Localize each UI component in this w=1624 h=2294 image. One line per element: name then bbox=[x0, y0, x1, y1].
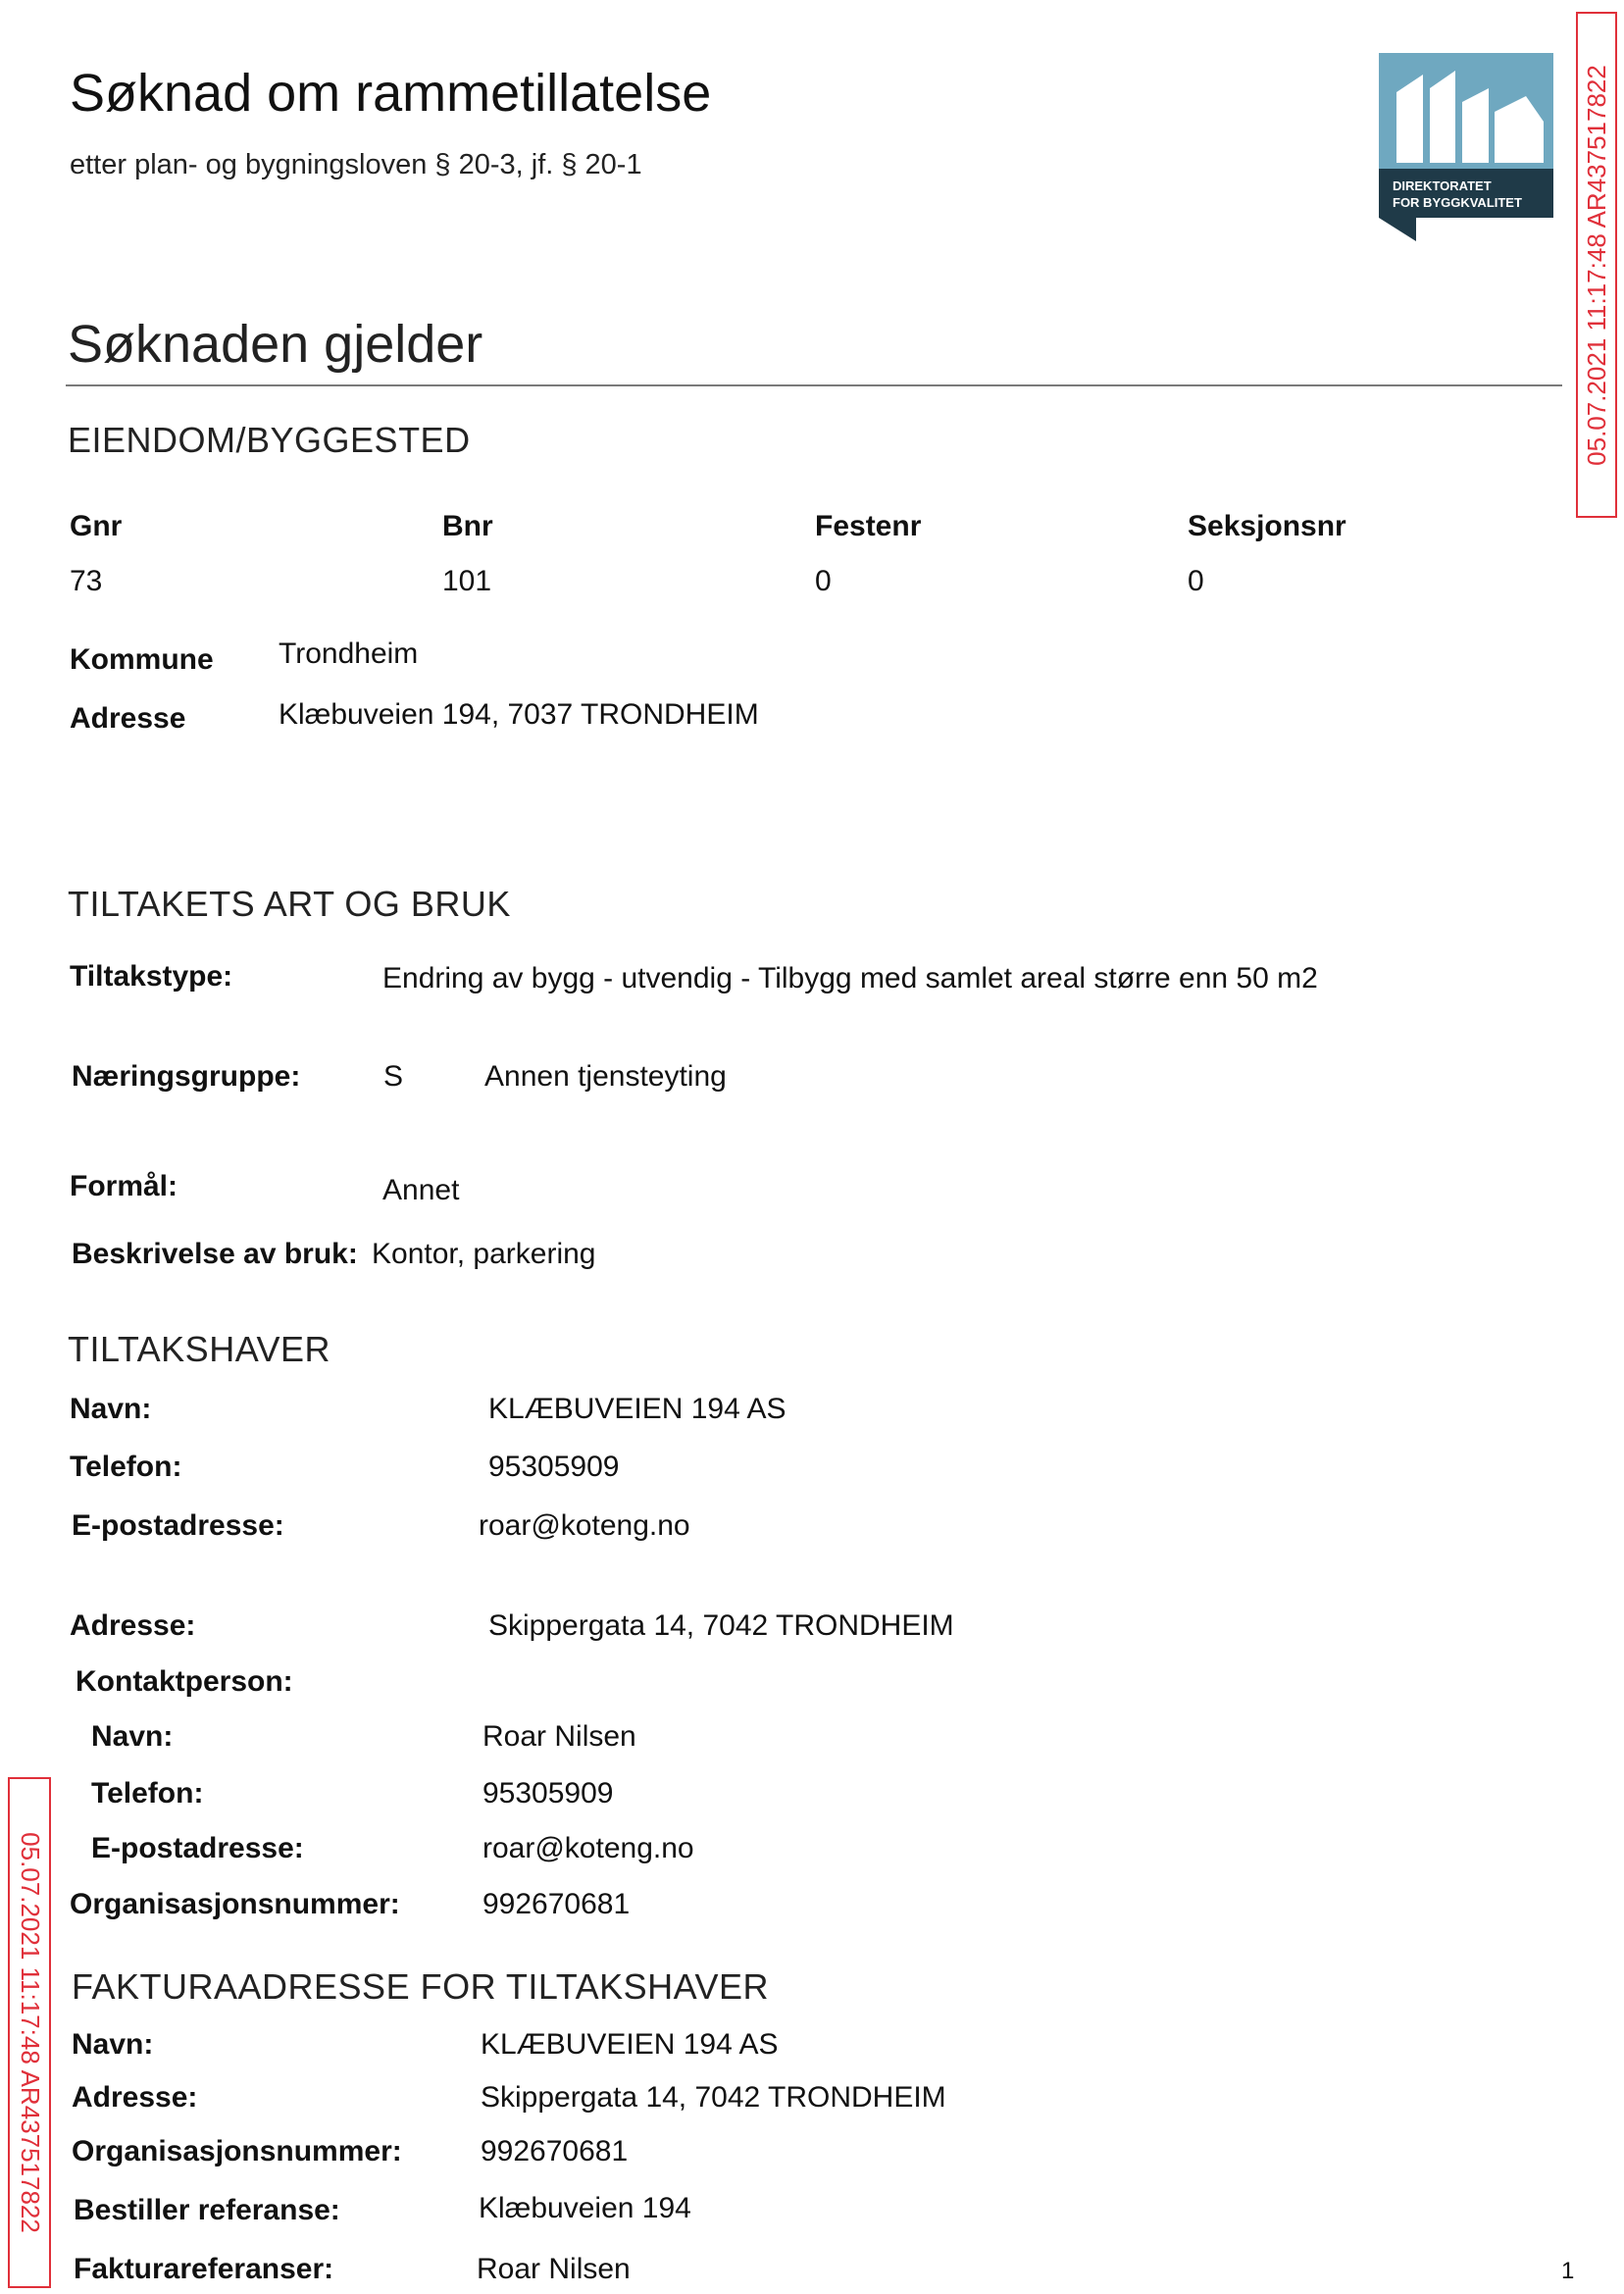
faktura-orgnr-value: 992670681 bbox=[481, 2135, 629, 2167]
kontakt-navn-value: Roar Nilsen bbox=[482, 1720, 636, 1753]
formal-label: Formål: bbox=[70, 1170, 178, 1202]
naeringsgruppe-label: Næringsgruppe: bbox=[72, 1060, 301, 1093]
kontakt-navn-label: Navn: bbox=[91, 1720, 174, 1753]
logo-text-1: DIREKTORATET bbox=[1393, 178, 1492, 193]
tiltakshaver-navn-label: Navn: bbox=[70, 1393, 152, 1425]
kommune-label: Kommune bbox=[70, 643, 214, 676]
seksjonsnr-label: Seksjonsnr bbox=[1188, 510, 1346, 542]
faktura-navn-value: KLÆBUVEIEN 194 AS bbox=[481, 2028, 779, 2061]
formal-value: Annet bbox=[382, 1174, 460, 1206]
gnr-label: Gnr bbox=[70, 510, 123, 542]
section-divider bbox=[66, 384, 1562, 386]
timestamp-stamp-left bbox=[8, 1777, 51, 2288]
stamp-text: 05.07.2021 11:17:48 AR437517822 bbox=[1581, 64, 1611, 466]
faktura-navn-label: Navn: bbox=[72, 2028, 154, 2061]
naeringsgruppe-value: Annen tjensteyting bbox=[484, 1060, 727, 1093]
faktura-adresse-label: Adresse: bbox=[72, 2081, 198, 2114]
orgnr-value: 992670681 bbox=[482, 1888, 631, 1920]
kommune-value: Trondheim bbox=[279, 637, 419, 670]
section-title: Søknaden gjelder bbox=[68, 315, 483, 374]
tiltakstype-value: Endring av bygg - utvendig - Tilbygg med samlet areal større enn 50 m2 bbox=[382, 962, 1318, 994]
festenr-label: Festenr bbox=[815, 510, 922, 542]
tiltakshaver-adresse-label: Adresse: bbox=[70, 1609, 196, 1642]
fakturareferanser-value: Roar Nilsen bbox=[477, 2253, 631, 2285]
orgnr-label: Organisasjonsnummer: bbox=[70, 1888, 400, 1920]
bnr-label: Bnr bbox=[442, 510, 493, 542]
tiltakshaver-epost-value: roar@koteng.no bbox=[479, 1509, 690, 1542]
faktura-heading: FAKTURAADRESSE FOR TILTAKSHAVER bbox=[72, 1966, 769, 2007]
gnr-value: 73 bbox=[70, 565, 103, 597]
eiendom-heading: EIENDOM/BYGGESTED bbox=[68, 420, 471, 460]
faktura-adresse-value: Skippergata 14, 7042 TRONDHEIM bbox=[481, 2081, 946, 2114]
adresse-label: Adresse bbox=[70, 702, 186, 735]
dibk-logo bbox=[1379, 53, 1553, 241]
tiltakshaver-adresse-value: Skippergata 14, 7042 TRONDHEIM bbox=[488, 1609, 954, 1642]
tiltakshaver-navn-value: KLÆBUVEIEN 194 AS bbox=[488, 1393, 787, 1425]
faktura-orgnr-label: Organisasjonsnummer: bbox=[72, 2135, 402, 2167]
bnr-value: 101 bbox=[442, 565, 492, 597]
tiltakstype-label: Tiltakstype: bbox=[70, 960, 233, 993]
kontaktperson-label: Kontaktperson: bbox=[76, 1665, 293, 1698]
page-title: Søknad om rammetillatelse bbox=[70, 64, 712, 123]
tiltakshaver-telefon-label: Telefon: bbox=[70, 1451, 182, 1483]
bruk-label: Beskrivelse av bruk: bbox=[72, 1238, 358, 1270]
stamp-text: 05.07.2021 11:17:48 AR437517822 bbox=[15, 1832, 45, 2233]
logo-text-2: FOR BYGGKVALITET bbox=[1393, 195, 1522, 210]
seksjonsnr-value: 0 bbox=[1188, 565, 1204, 597]
tiltak-heading: TILTAKETS ART OG BRUK bbox=[68, 884, 511, 924]
naeringsgruppe-code: S bbox=[383, 1060, 404, 1093]
kontakt-telefon-value: 95305909 bbox=[482, 1777, 614, 1810]
bestiller-referanse-value: Klæbuveien 194 bbox=[479, 2192, 691, 2224]
bestiller-referanse-label: Bestiller referanse: bbox=[74, 2194, 340, 2226]
tiltakshaver-telefon-value: 95305909 bbox=[488, 1451, 620, 1483]
kontakt-epost-label: E-postadresse: bbox=[91, 1832, 304, 1864]
fakturareferanser-label: Fakturareferanser: bbox=[74, 2253, 334, 2285]
page-number: 1 bbox=[1561, 2258, 1575, 2284]
tiltakshaver-epost-label: E-postadresse: bbox=[72, 1509, 284, 1542]
tiltakshaver-heading: TILTAKSHAVER bbox=[68, 1329, 331, 1369]
timestamp-stamp-right bbox=[1576, 12, 1617, 518]
festenr-value: 0 bbox=[815, 565, 832, 597]
page-subtitle: etter plan- og bygningsloven § 20-3, jf. § 20-1 bbox=[70, 149, 642, 180]
kontakt-telefon-label: Telefon: bbox=[91, 1777, 204, 1810]
adresse-value: Klæbuveien 194, 7037 TRONDHEIM bbox=[279, 698, 759, 731]
bruk-value: Kontor, parkering bbox=[372, 1238, 596, 1270]
kontakt-epost-value: roar@koteng.no bbox=[482, 1832, 694, 1864]
